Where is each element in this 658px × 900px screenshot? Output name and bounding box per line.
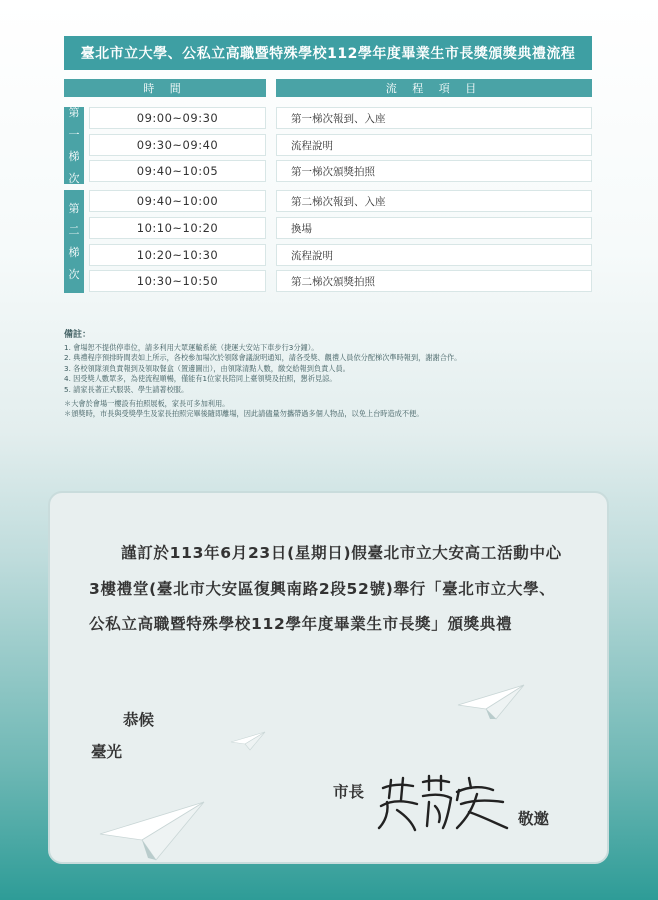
group-label-first <box>64 107 84 184</box>
group-label-char: 梯 <box>68 245 80 259</box>
group-label-char: 第 <box>68 201 80 215</box>
schedule-time: 09:40~10:05 <box>89 160 266 182</box>
schedule-time: 10:10~10:20 <box>89 217 266 239</box>
note-item: 1. 會場恕不提供停車位，請多利用大眾運輸系統（捷運大安站下車步行3分鐘）。 <box>64 342 319 352</box>
group-label-char: 梯 <box>68 149 80 163</box>
header-time: 時 間 <box>64 79 266 97</box>
program-title: 臺北市立大學、公私立高職暨特殊學校112學年度畢業生市長獎頒獎典禮流程 <box>64 36 592 70</box>
schedule-time: 09:00~09:30 <box>89 107 266 129</box>
schedule-time: 09:30~09:40 <box>89 134 266 156</box>
paper-plane-icon <box>230 730 266 752</box>
group-label-char: 次 <box>68 267 80 281</box>
mayor-signature <box>377 770 513 834</box>
note-item: 5. 請家長著正式服裝、學生請著校服。 <box>64 384 189 394</box>
note-item: 4. 因受獎人數眾多，為使流程順暢，僅能有1位家長陪同上臺領獎及拍照，懇祈見諒。 <box>64 374 337 384</box>
note-item: 3. 各校領隊須負責報到及領取餐盒（置邊圖出），由領隊清點人數，繳交給報到負責人員。 <box>64 363 350 373</box>
schedule-time: 09:40~10:00 <box>89 190 266 212</box>
notes-section <box>64 330 604 420</box>
note-extra: ＊大會於會場一樓設有拍照展板，家長可多加利用。 <box>64 398 230 408</box>
invitation-body: 謹訂於113年6月23日(星期日)假臺北市立大安高工活動中心3樓禮堂(臺北市大安區復興南路2段52號)舉行「臺北市立大學、公私立高職暨特殊學校112學年度畢業生市長獎」頒獎典禮 <box>89 544 562 633</box>
note-item: 2. 典禮程序預排時間表如上所示，各校參加場次於領隊會議說明通知，請各受獎、觀禮人員依分配梯次準時報到，謝謝合作。 <box>64 353 462 363</box>
invitation-cordial: 恭候 <box>123 711 155 729</box>
schedule-item: 第二梯次頒獎拍照 <box>276 270 592 292</box>
paper-plane-icon <box>98 800 206 862</box>
schedule-item: 換場 <box>276 217 592 239</box>
schedule-item: 流程說明 <box>276 244 592 266</box>
paper-plane-icon <box>456 683 526 723</box>
group-label-char: 次 <box>68 171 80 185</box>
schedule-item: 第一梯次頒獎拍照 <box>276 160 592 182</box>
group-label-char: 第 <box>68 105 80 119</box>
schedule-item: 流程說明 <box>276 134 592 156</box>
mayor-label: 市長 <box>333 783 365 801</box>
notes-heading: 備註： <box>64 330 92 340</box>
schedule-item: 第二梯次報到、入座 <box>276 190 592 212</box>
note-extra: ＊頒獎時，市長與受獎學生及家長拍照完畢後隨即離場，因此請儘量勿攜帶過多個人物品，以免上台時造成不便。 <box>64 409 424 419</box>
group-label-second <box>64 190 84 293</box>
group-label-char: 二 <box>68 223 80 237</box>
schedule-item: 第一梯次報到、入座 <box>276 107 592 129</box>
schedule-time: 10:30~10:50 <box>89 270 266 292</box>
header-item: 流 程 項 目 <box>276 79 592 97</box>
closing-word: 敬邀 <box>518 810 550 828</box>
invitation-presence: 臺光 <box>91 743 123 761</box>
schedule-time: 10:20~10:30 <box>89 244 266 266</box>
group-label-char: 一 <box>68 127 80 141</box>
